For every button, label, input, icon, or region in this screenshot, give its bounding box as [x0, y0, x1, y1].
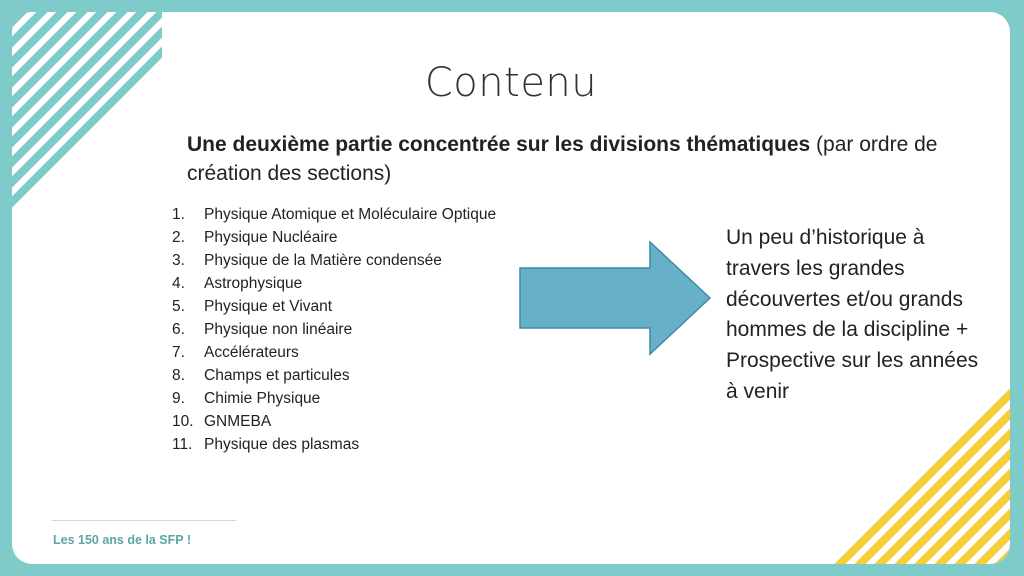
list-item: [172, 433, 496, 456]
list-item-number: 2.: [172, 229, 185, 246]
list-item-label: Physique et Vivant: [204, 298, 333, 315]
sections-list: [172, 203, 496, 456]
list-item: [172, 364, 496, 387]
list-item-label: GNMEBA: [204, 413, 272, 430]
list-item-label: Physique Nucléaire: [204, 229, 338, 246]
list-item: [172, 249, 496, 272]
list-item: [172, 410, 496, 433]
slide: [12, 12, 1010, 564]
subtitle-bold: Une deuxième partie concentrée sur les divisions thématiques: [187, 133, 811, 156]
list-item-number: 3.: [172, 252, 185, 269]
list-item-label: Physique des plasmas: [204, 436, 360, 453]
slide-subtitle: [187, 130, 1002, 188]
list-item-number: 5.: [172, 298, 185, 315]
list-item-label: Physique de la Matière condensée: [204, 252, 442, 269]
list-item: [172, 226, 496, 249]
list-item-number: 7.: [172, 344, 185, 361]
slide-title: Contenu: [424, 60, 598, 106]
list-item-number: 11.: [172, 436, 193, 453]
list-item-label: Physique Atomique et Moléculaire Optique: [204, 206, 497, 223]
list-item: [172, 272, 496, 295]
footer-divider: [52, 520, 236, 521]
list-item-number: 9.: [172, 390, 185, 407]
historique-note: Un peu d’historique à travers les grandes découvertes et/ou grands hommes de la discipline + Prospective sur les années à venir: [726, 226, 979, 403]
list-item-number: 4.: [172, 275, 185, 292]
list-item-label: Chimie Physique: [204, 390, 321, 407]
list-item-number: 8.: [172, 367, 185, 384]
list-item-number: 1.: [172, 206, 185, 223]
list-item: [172, 341, 496, 364]
list-item-number: 6.: [172, 321, 185, 338]
list-item: [172, 203, 496, 226]
list-item-label: Champs et particules: [204, 367, 350, 384]
list-item-label: Physique non linéaire: [204, 321, 353, 338]
list-item: [172, 318, 496, 341]
footer-text: Les 150 ans de la SFP !: [53, 533, 192, 547]
right-arrow-icon: [518, 240, 714, 360]
list-item-label: Accélérateurs: [204, 344, 299, 361]
list-item-number: 10.: [172, 413, 194, 430]
list-item: [172, 295, 496, 318]
subtitle-rest: (par ordre de création des sections): [187, 133, 938, 185]
list-item: [172, 387, 496, 410]
list-item-label: Astrophysique: [204, 275, 303, 292]
